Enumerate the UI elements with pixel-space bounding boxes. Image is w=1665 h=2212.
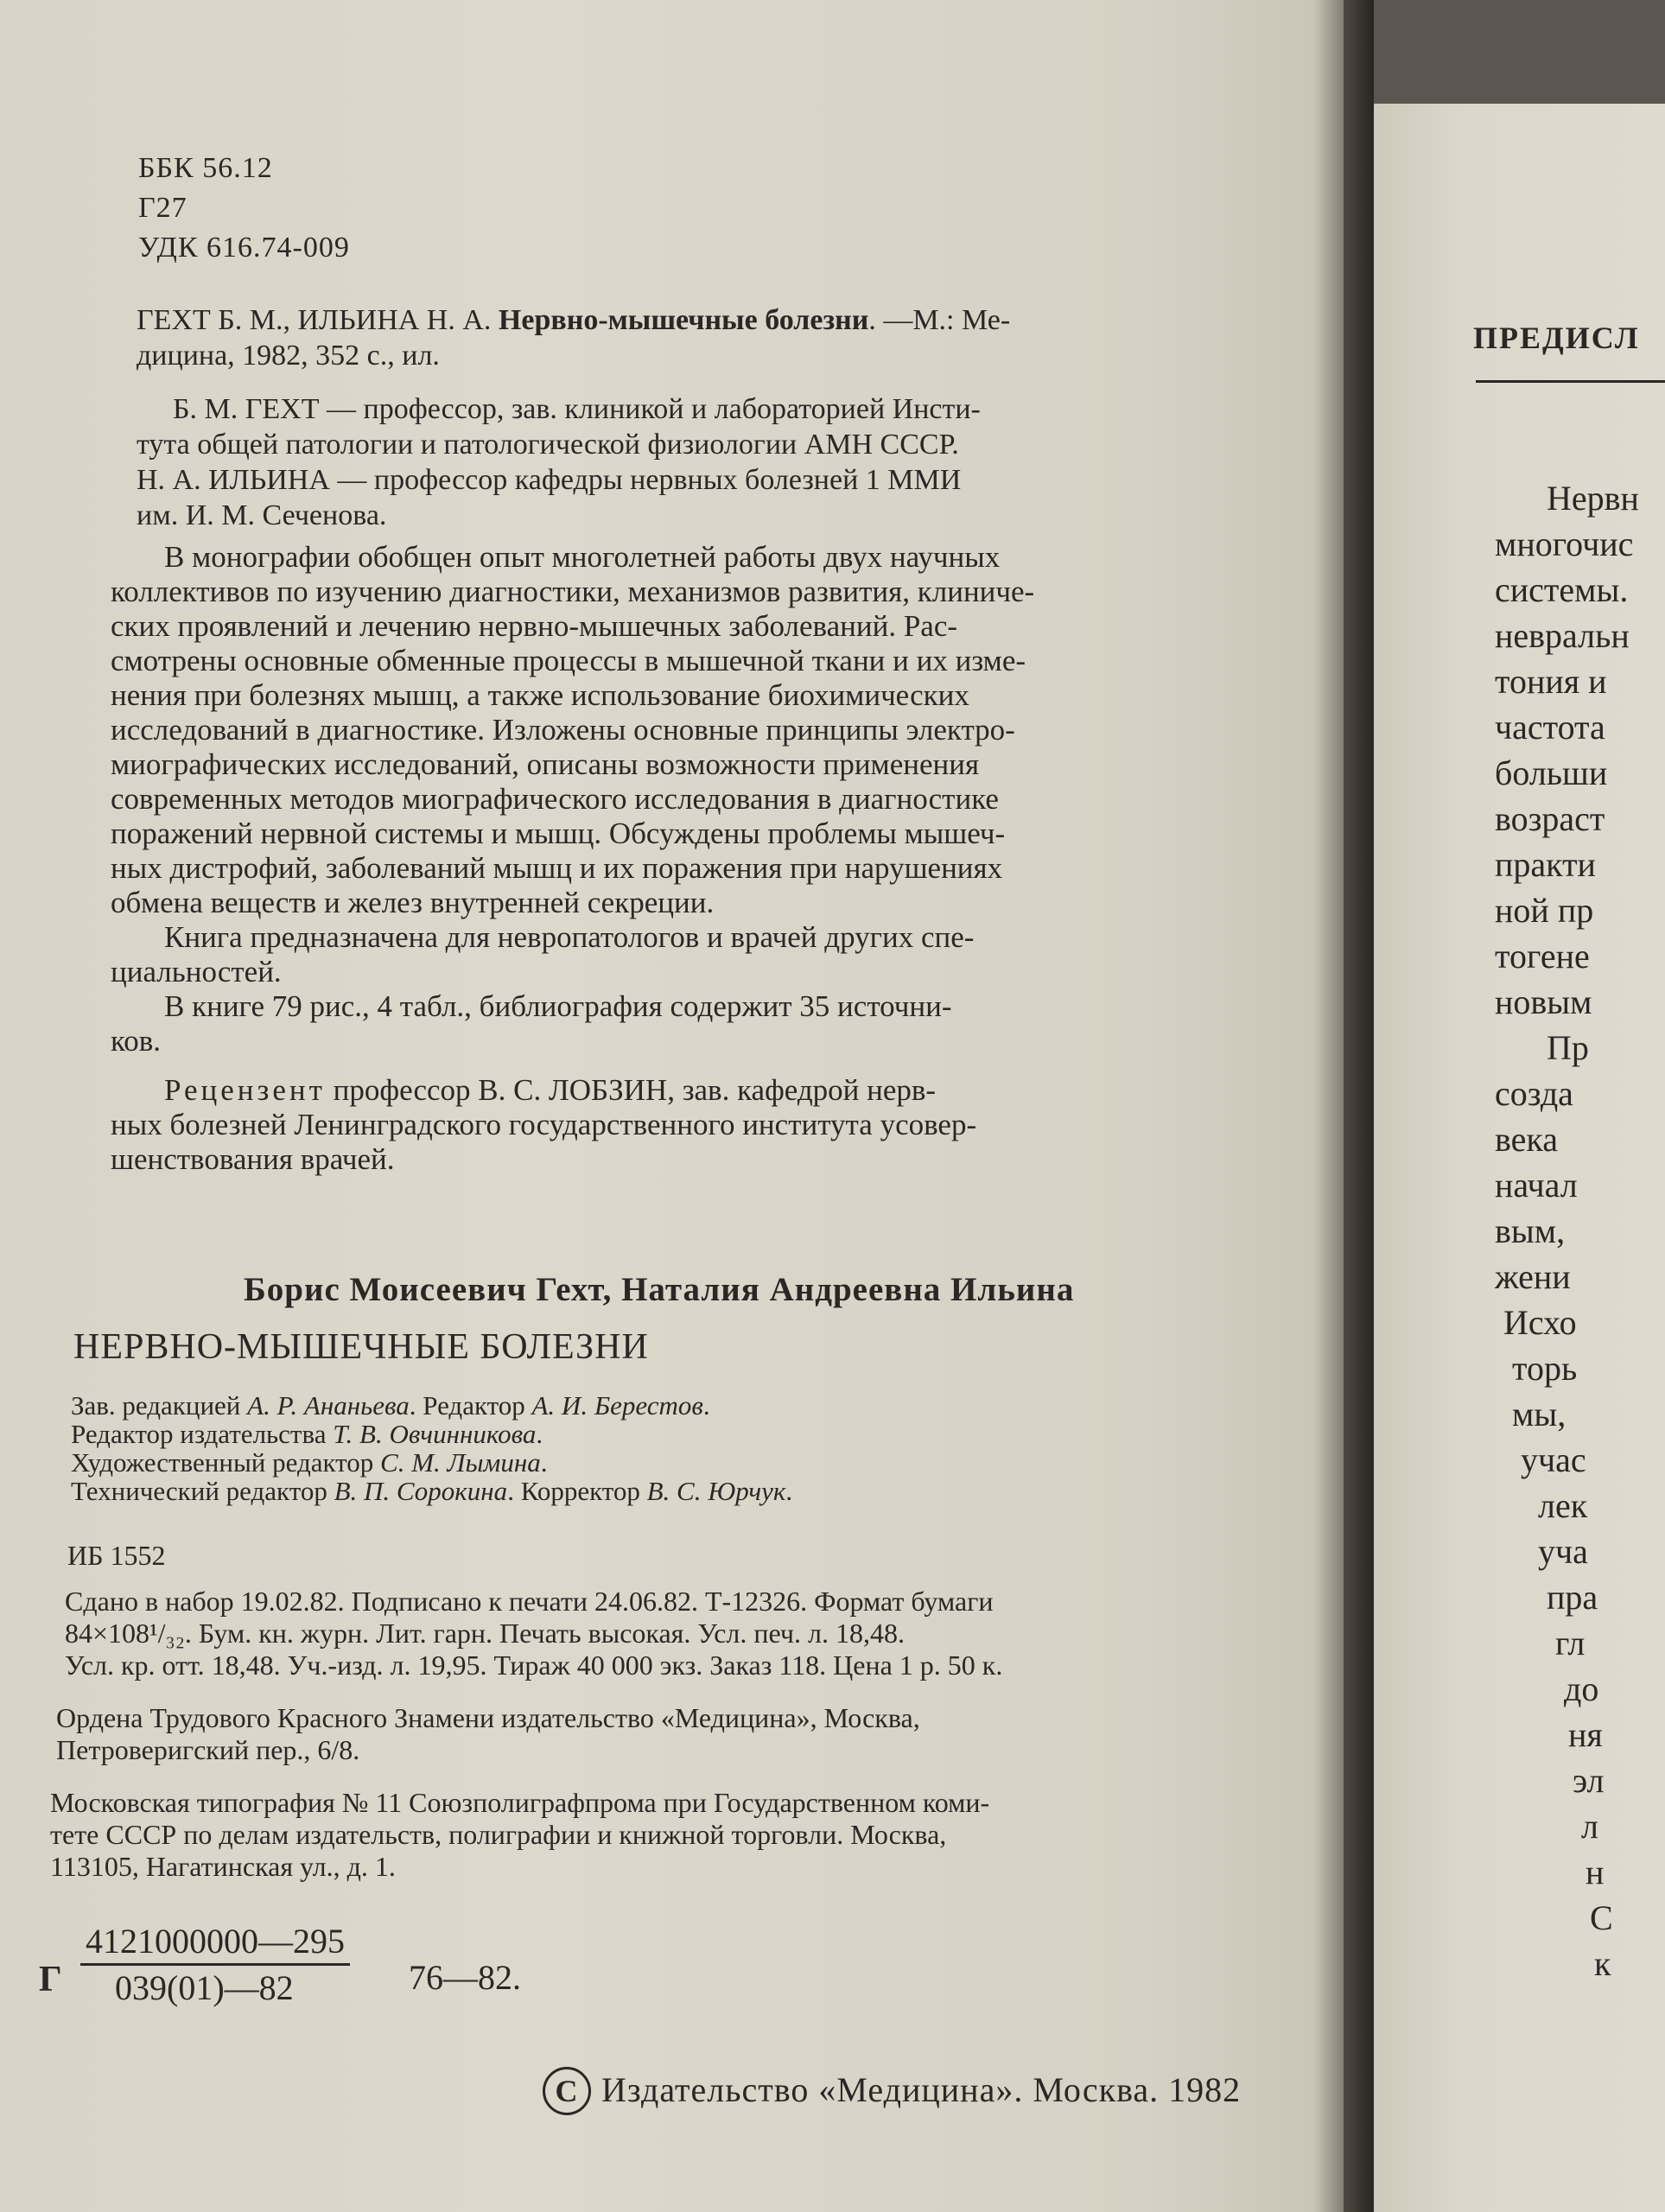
- reviewer: [111, 1073, 1320, 1177]
- copyright-icon: C: [543, 2067, 591, 2115]
- preface-line: вым,: [1495, 1211, 1566, 1250]
- preface-line: ной пр: [1495, 891, 1594, 930]
- staff-line: Зав. редакцией А. Р. Ананьева. Редактор А. И. Берестов.: [71, 1390, 710, 1421]
- print-info: [65, 1586, 1002, 1681]
- about-author-line: Н. А. ИЛЬИНА — профессор кафедры нервных болезней 1 ММИ: [137, 464, 962, 496]
- preface-line: лек: [1538, 1486, 1588, 1525]
- audience-line: циальностей.: [111, 955, 282, 988]
- abstract-line: ских проявлений и лечению нервно-мышечных заболеваний. Рас-: [111, 609, 958, 643]
- preface-line: уча: [1538, 1532, 1588, 1571]
- abstract: [111, 540, 1320, 1058]
- counts-line: В книге 79 рис., 4 табл., библиография содержит 35 источни-: [164, 989, 952, 1023]
- about-author-line: им. И. М. Сеченова.: [137, 499, 387, 531]
- abstract-line: коллективов по изучению диагностики, механизмов развития, клиниче-: [111, 575, 1035, 608]
- preface-line: невральн: [1495, 616, 1630, 655]
- authors-full-names: Борис Моисеевич Гехт, Наталия Андреевна Ильина: [244, 1271, 1075, 1308]
- preface-line: начал: [1495, 1166, 1578, 1205]
- bibliographic-record: [137, 302, 1294, 373]
- right-page: [1374, 104, 1665, 2212]
- reviewer-label: Рецензент: [164, 1073, 326, 1107]
- counts-line: ков.: [111, 1024, 162, 1058]
- preface-line: частота: [1495, 708, 1605, 747]
- preface-line: системы.: [1495, 570, 1629, 609]
- ib-number: ИБ 1552: [67, 1540, 166, 1571]
- preface-line: возраст: [1495, 799, 1605, 838]
- code-denominator: 039(01)—82: [115, 1968, 294, 2007]
- bib-authors: ГЕХТ Б. М., ИЛЬИНА Н. А.: [137, 304, 499, 336]
- bib-publisher: . —М.: Ме-: [868, 304, 1011, 336]
- preface-line: торь: [1512, 1349, 1578, 1388]
- book-gutter-shadow: [1313, 0, 1374, 2212]
- bib-line-2: дицина, 1982, 352 с., ил.: [137, 340, 440, 372]
- audience-line: Книга предназначена для невропатологов и врачей других спе-: [164, 920, 975, 954]
- code-suffix: 76—82.: [409, 1958, 521, 1997]
- abstract-line: обмена веществ и желез внутренней секреции.: [111, 886, 715, 919]
- reviewer-line: ных болезней Ленинградского государственного института усовер-: [111, 1108, 977, 1141]
- preface-line: к: [1594, 1944, 1611, 1983]
- preface-line: созда: [1495, 1074, 1573, 1113]
- preface-line: мы,: [1512, 1395, 1566, 1433]
- publisher-address: [56, 1702, 920, 1766]
- print-info-line: 84×108¹/₃₂. Бум. кн. журн. Лит. гарн. Печать высокая. Усл. печ. л. 18,48.: [65, 1618, 905, 1649]
- book-title: НЕРВНО-МЫШЕЧНЫЕ БОЛЕЗНИ: [73, 1327, 649, 1367]
- abstract-line: нения при болезнях мышц, а также использование биохимических: [111, 678, 969, 712]
- copyright-text: Издательство «Медицина». Москва. 1982: [601, 2070, 1242, 2109]
- preface-line: до: [1564, 1669, 1599, 1708]
- author-mark: Г27: [138, 192, 187, 224]
- printer-line: 113105, Нагатинская ул., д. 1.: [50, 1851, 396, 1882]
- preface-line: Исхо: [1503, 1303, 1577, 1342]
- print-info-line: Усл. кр. отт. 18,48. Уч.-изд. л. 19,95. Тираж 40 000 экз. Заказ 118. Цена 1 р. 50 к.: [65, 1649, 1003, 1681]
- preface-line: н: [1586, 1853, 1605, 1891]
- udk-code: УДК 616.74-009: [138, 232, 350, 264]
- preface-line: л: [1581, 1807, 1598, 1846]
- preface-line: тогене: [1495, 937, 1590, 976]
- preface-line: больши: [1495, 753, 1608, 792]
- editorial-staff: [71, 1391, 792, 1505]
- code-letter: Г: [39, 1960, 62, 1999]
- abstract-line: поражений нервной системы и мышц. Обсуждены проблемы мышеч-: [111, 817, 1006, 850]
- code-fraction: [80, 1923, 350, 2007]
- code-numerator: 4121000000—295: [80, 1923, 350, 1966]
- classification-codes: [138, 149, 350, 268]
- about-author-line: тута общей патологии и патологической физиологии АМН СССР.: [137, 429, 959, 461]
- abstract-line: В монографии обобщен опыт многолетней работы двух научных: [164, 540, 1001, 574]
- bib-title: Нервно-мышечные болезни: [498, 304, 869, 336]
- staff-line: Редактор издательства Т. В. Овчинникова.: [71, 1419, 543, 1449]
- about-authors: [137, 391, 1294, 533]
- printer-line: тете СССР по делам издательств, полиграфии и книжной торговли. Москва,: [50, 1819, 947, 1850]
- abstract-line: исследований в диагностике. Изложены основные принципы электро-: [111, 713, 1015, 747]
- catalog-code: [39, 1923, 644, 2026]
- preface-line: эл: [1573, 1761, 1605, 1800]
- abstract-line: смотрены основные обменные процессы в мышечной ткани и их изме-: [111, 644, 1026, 677]
- printer-address: [50, 1787, 989, 1883]
- preface-line: многочис: [1495, 524, 1634, 563]
- preface-line: тония и: [1495, 662, 1607, 701]
- publisher-line: Петроверигский пер., 6/8.: [56, 1734, 360, 1765]
- copyright: [543, 2067, 1241, 2115]
- preface-heading: ПРЕДИСЛ: [1473, 321, 1640, 355]
- preface-line: учас: [1521, 1440, 1586, 1479]
- preface-line: новым: [1495, 982, 1592, 1021]
- print-info-line: Сдано в набор 19.02.82. Подписано к печати 24.06.82. Т-12326. Формат бумаги: [65, 1586, 994, 1617]
- staff-line: Художественный редактор С. М. Лымина.: [71, 1447, 548, 1478]
- preface-line: века: [1495, 1120, 1558, 1159]
- printer-line: Московская типография № 11 Союзполиграфпрома при Государственном коми-: [50, 1787, 990, 1818]
- abstract-line: ных дистрофий, заболеваний мышц и их поражения при нарушениях: [111, 851, 1003, 885]
- preface-line: практи: [1495, 845, 1596, 884]
- reviewer-line: шенствования врачей.: [111, 1142, 395, 1176]
- abstract-line: современных методов миографического исследования в диагностике: [111, 782, 999, 816]
- staff-line: Технический редактор В. П. Сорокина. Корректор В. С. Юрчук.: [71, 1476, 793, 1506]
- preface-line: Нервн: [1547, 479, 1639, 518]
- bbk-code: ББК 56.12: [138, 152, 273, 184]
- preface-line: С: [1590, 1898, 1613, 1937]
- preface-text-column: [1495, 475, 1665, 1986]
- about-author-line: Б. М. ГЕХТ — профессор, зав. клиникой и лабораторией Инсти-: [173, 393, 981, 425]
- abstract-line: миографических исследований, описаны возможности применения: [111, 747, 980, 781]
- preface-line: ня: [1568, 1715, 1603, 1754]
- preface-line: Пр: [1547, 1028, 1589, 1067]
- preface-line: жени: [1495, 1257, 1571, 1296]
- publisher-line: Ордена Трудового Красного Знамени издательство «Медицина», Москва,: [56, 1702, 920, 1733]
- reviewer-line: профессор В. С. ЛОБЗИН, зав. кафедрой нерв-: [325, 1073, 937, 1107]
- heading-rule: [1476, 380, 1665, 383]
- preface-line: гл: [1555, 1624, 1586, 1662]
- preface-line: пра: [1547, 1578, 1598, 1617]
